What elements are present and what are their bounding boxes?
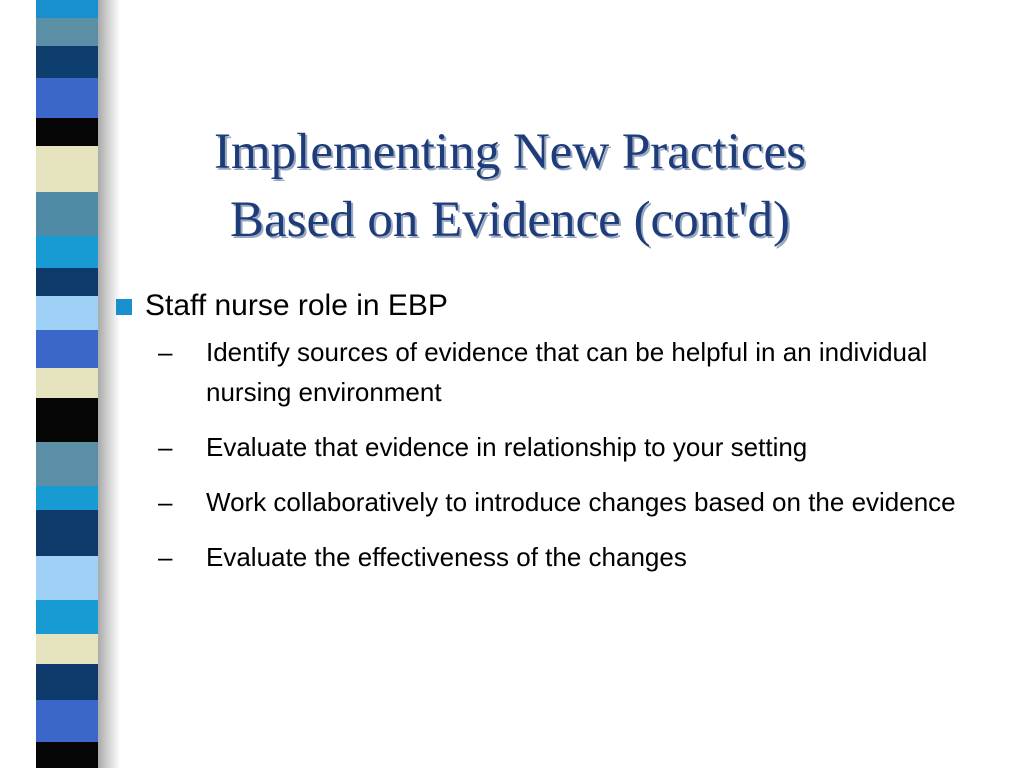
stripe-band: [36, 486, 98, 510]
dash-icon: –: [158, 542, 173, 572]
dash-icon: –: [158, 432, 173, 462]
slide-title: [120, 118, 900, 254]
dash-icon: –: [158, 487, 173, 517]
stripe-band: [36, 664, 98, 700]
sub-bullet-text: Work collaboratively to introduce changes based on the evidence: [206, 487, 956, 517]
stripe-band: [36, 192, 98, 236]
stripe-band: [36, 78, 98, 118]
decorative-stripe-bar: [36, 0, 98, 768]
sub-bullet-text: Evaluate the effectiveness of the changes: [206, 542, 687, 572]
square-bullet-icon: [116, 299, 132, 315]
slide-title-line-2: Based on Evidence (cont'd): [229, 192, 791, 248]
main-bullet: [116, 284, 976, 328]
stripe-band: [36, 634, 98, 664]
sub-bullet: [156, 537, 976, 577]
stripe-band: [36, 330, 98, 368]
slide-body: [116, 284, 976, 592]
stripe-band: [36, 556, 98, 600]
stripe-band: [36, 398, 98, 442]
sub-bullet: [156, 332, 976, 412]
main-bullet-text: Staff nurse role in EBP: [145, 289, 448, 322]
stripe-band: [36, 236, 98, 268]
stripe-band: [36, 18, 98, 46]
sub-bullet: [156, 427, 976, 467]
stripe-band: [36, 268, 98, 296]
stripe-band: [36, 46, 98, 78]
dash-icon: –: [158, 337, 173, 367]
stripe-band: [36, 118, 98, 146]
sub-bullet: [156, 482, 976, 522]
stripe-band: [36, 0, 98, 18]
stripe-band: [36, 600, 98, 634]
stripe-band: [36, 146, 98, 192]
stripe-band: [36, 442, 98, 486]
stripe-band: [36, 510, 98, 556]
sub-bullet-text: Identify sources of evidence that can be helpful in an individual nursing environment: [206, 337, 928, 407]
stripe-band: [36, 742, 98, 768]
sub-bullet-list: [116, 332, 976, 577]
stripe-band: [36, 700, 98, 742]
stripe-band: [36, 368, 98, 398]
slide-title-line-1: Implementing New Practices: [214, 124, 806, 180]
stripe-band: [36, 296, 98, 330]
sub-bullet-text: Evaluate that evidence in relationship to your setting: [206, 432, 808, 462]
